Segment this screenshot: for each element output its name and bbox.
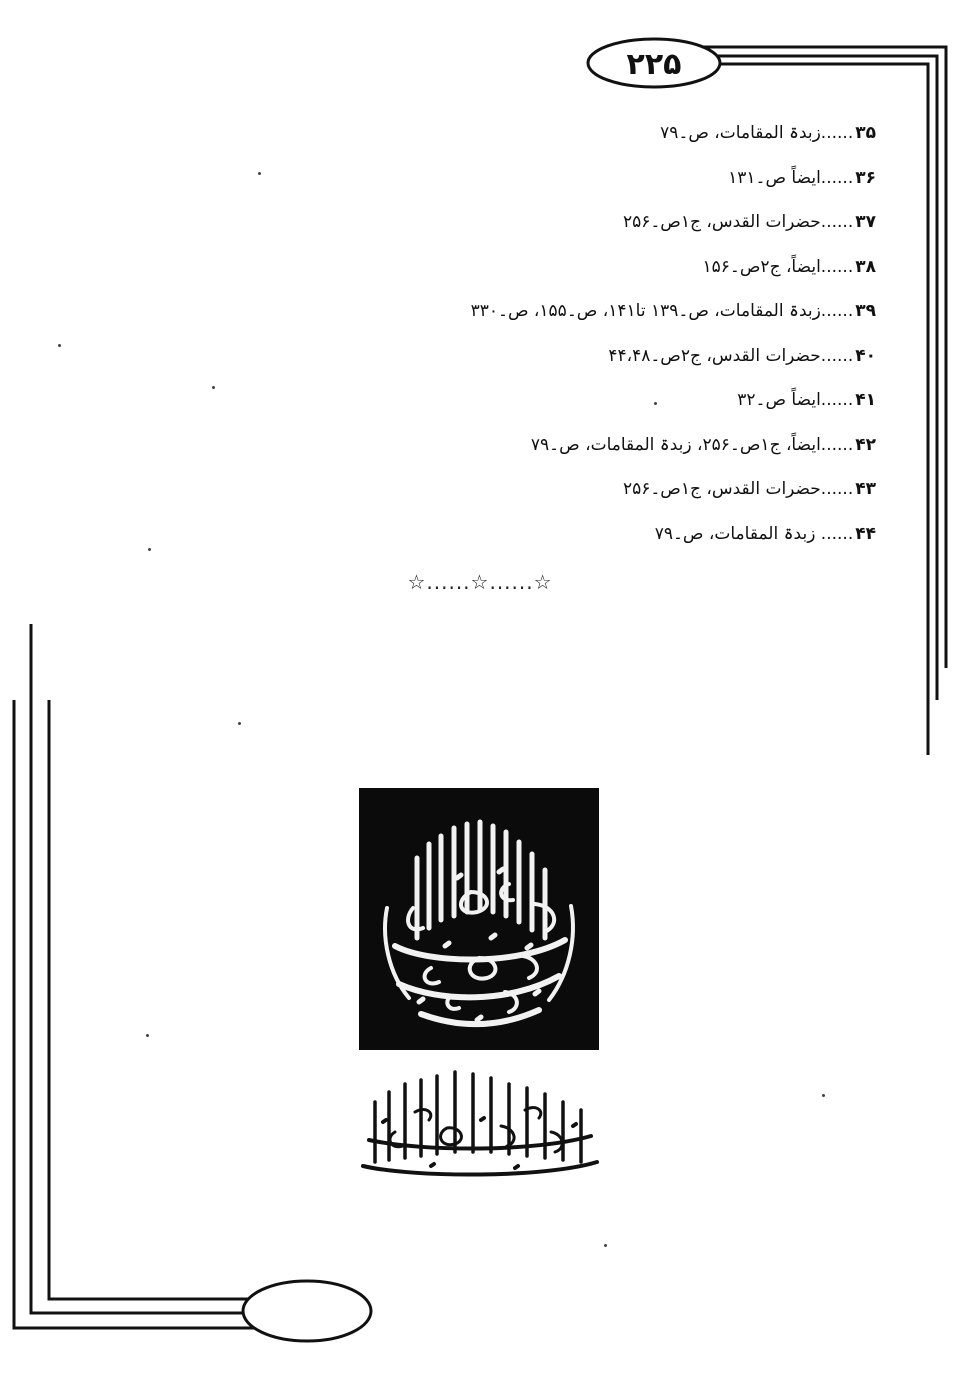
reference-item [471,300,876,322]
reference-item [608,345,876,367]
scan-speck [58,344,61,347]
reference-text: ...... زبدۃ المقامات، ص۔۷۹ [654,524,854,544]
reference-number: ۴۳ [855,479,876,499]
calligraphy-panel [355,1062,605,1180]
scan-speck [148,548,151,551]
reference-item [623,478,876,500]
reference-number: ۳۵ [855,123,876,143]
reference-item [531,434,876,456]
scan-speck [146,1034,149,1037]
reference-text: ......ایضاً ص۔۱۳۱ [728,168,854,188]
reference-item [655,523,876,545]
reference-text: ......ایضاً، ج۲ص۔۱۵۶ [702,257,854,277]
reference-number: ۳۸ [855,257,876,277]
scan-speck [238,722,241,725]
reference-item [623,211,876,233]
calligraphy-medallion [359,788,599,1050]
scan-speck [212,386,215,389]
scan-speck [654,402,657,405]
reference-text: ......حضرات القدس، ج۲ص۔۴۴،۴۸ [608,346,854,366]
page-number: ۲۲۵ [626,46,682,82]
reference-number: ۴۱ [855,390,876,410]
reference-text: ......حضرات القدس، ج۱ص۔۲۵۶ [622,479,854,499]
scan-speck [822,1094,825,1097]
scan-speck [258,172,261,175]
reference-number: ۴۲ [855,435,876,455]
reference-text: ......ایضاً ص۔۳۲ [737,390,854,410]
scan-speck [604,1244,607,1247]
reference-item [660,122,876,144]
references-list [0,0,960,560]
reference-item [737,389,876,411]
reference-number: ۳۹ [855,301,876,321]
reference-item [728,167,876,189]
reference-text: ......زبدۃ المقامات، ص۔۱۳۹ تا۱۴۱، ص۔۱۵۵، ص۔۳۳۰ [470,301,854,321]
reference-number: ۴۴ [855,524,876,544]
reference-text: ......ایضاً، ج۱ص۔۲۵۶، زبدۃ المقامات، ص۔۷۹ [530,435,854,455]
reference-number: ۳۷ [855,212,876,232]
reference-number: ۴۰ [855,346,876,366]
star-separator: ☆......☆......☆ [407,570,553,594]
reference-item [703,256,877,278]
reference-text: ......زبدۃ المقامات، ص۔۷۹ [660,123,854,143]
reference-number: ۳۶ [855,168,876,188]
reference-text: ......حضرات القدس، ج۱ص۔۲۵۶ [622,212,854,232]
